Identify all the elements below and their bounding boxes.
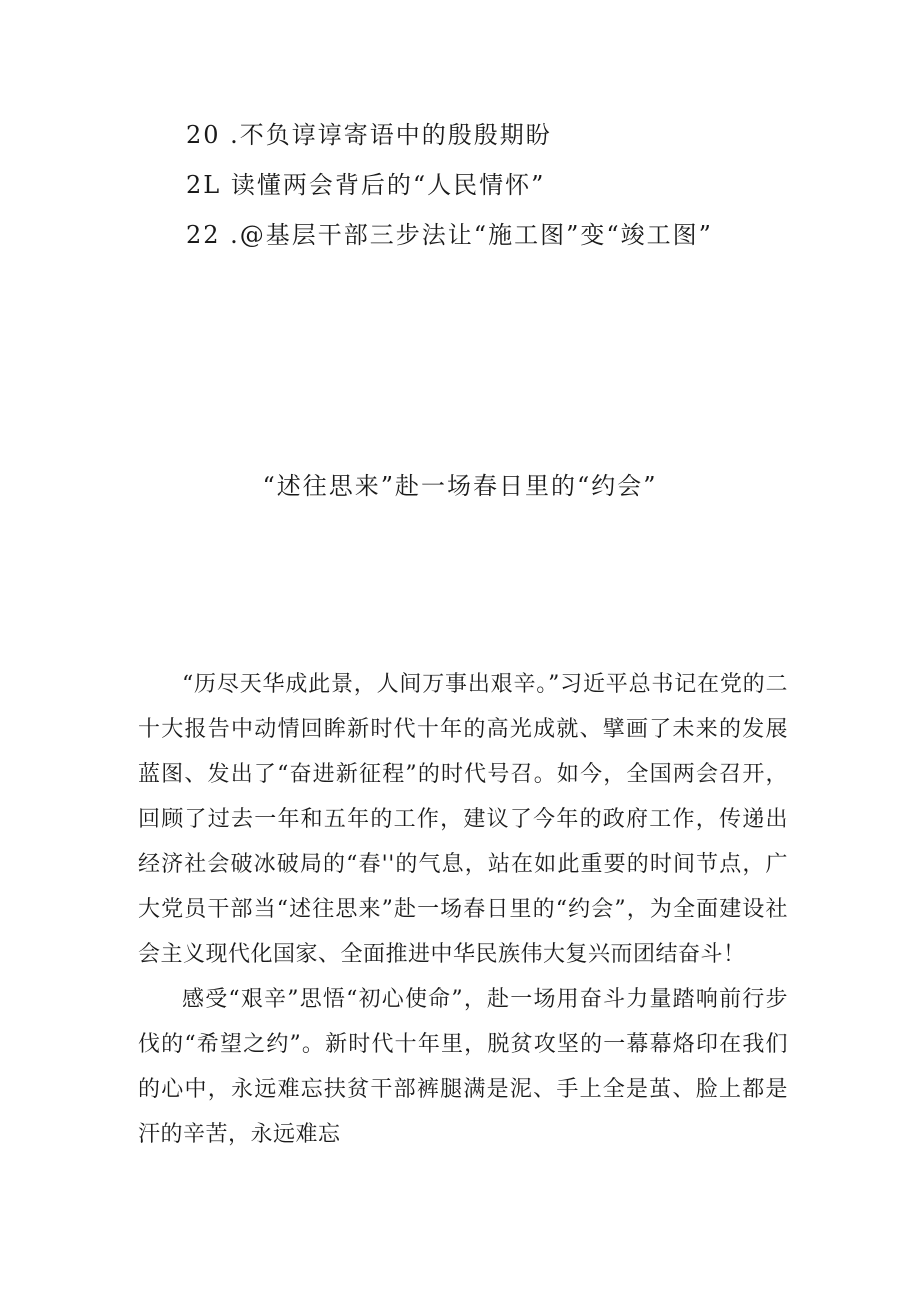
- paragraph-2: 感受“艰辛”思悟“初心使命”，赴一场用奋斗力量踏响前行步伐的“希望之约”。新时代十年里，脱贫攻坚的一幕幕烙印在我们的心中，永远难忘扶贫干部裤腿满是泥、手上全是茧、脸上都是汗的辛苦，永远难忘: [138, 987, 788, 1147]
- toc-item-21: 2L 读懂两会背后的“人民情怀”: [186, 171, 546, 199]
- article-body: [138, 662, 788, 1157]
- article-title: “述往思来”赴一场春日里的“约会”: [262, 472, 658, 500]
- paragraph-1: “历尽天华成此景，人间万事出艰辛。”习近平总书记在党的二十大报告中动情回眸新时代十年的高光成就、擘画了未来的发展蓝图、发出了“奋进新征程”的时代号召。如今，全国两会召开，回顾了过去一年和五年的工作，建议了今年的政府工作，传递出经济社会破冰破局的“春''的气息，站在如此重要的时间节点，广大党员干部当“述往思来”赴一场春日里的“约会”，为全面建设社会主义现代化国家、全面推进中华民族伟大复兴而团结奋斗！: [138, 672, 788, 967]
- table-of-contents: [186, 110, 826, 260]
- toc-item-20: 20 .不负谆谆寄语中的殷殷期盼: [186, 121, 552, 149]
- toc-item-22: 22 .@基层干部三步法让“施工图”变“竣工图”: [186, 221, 713, 249]
